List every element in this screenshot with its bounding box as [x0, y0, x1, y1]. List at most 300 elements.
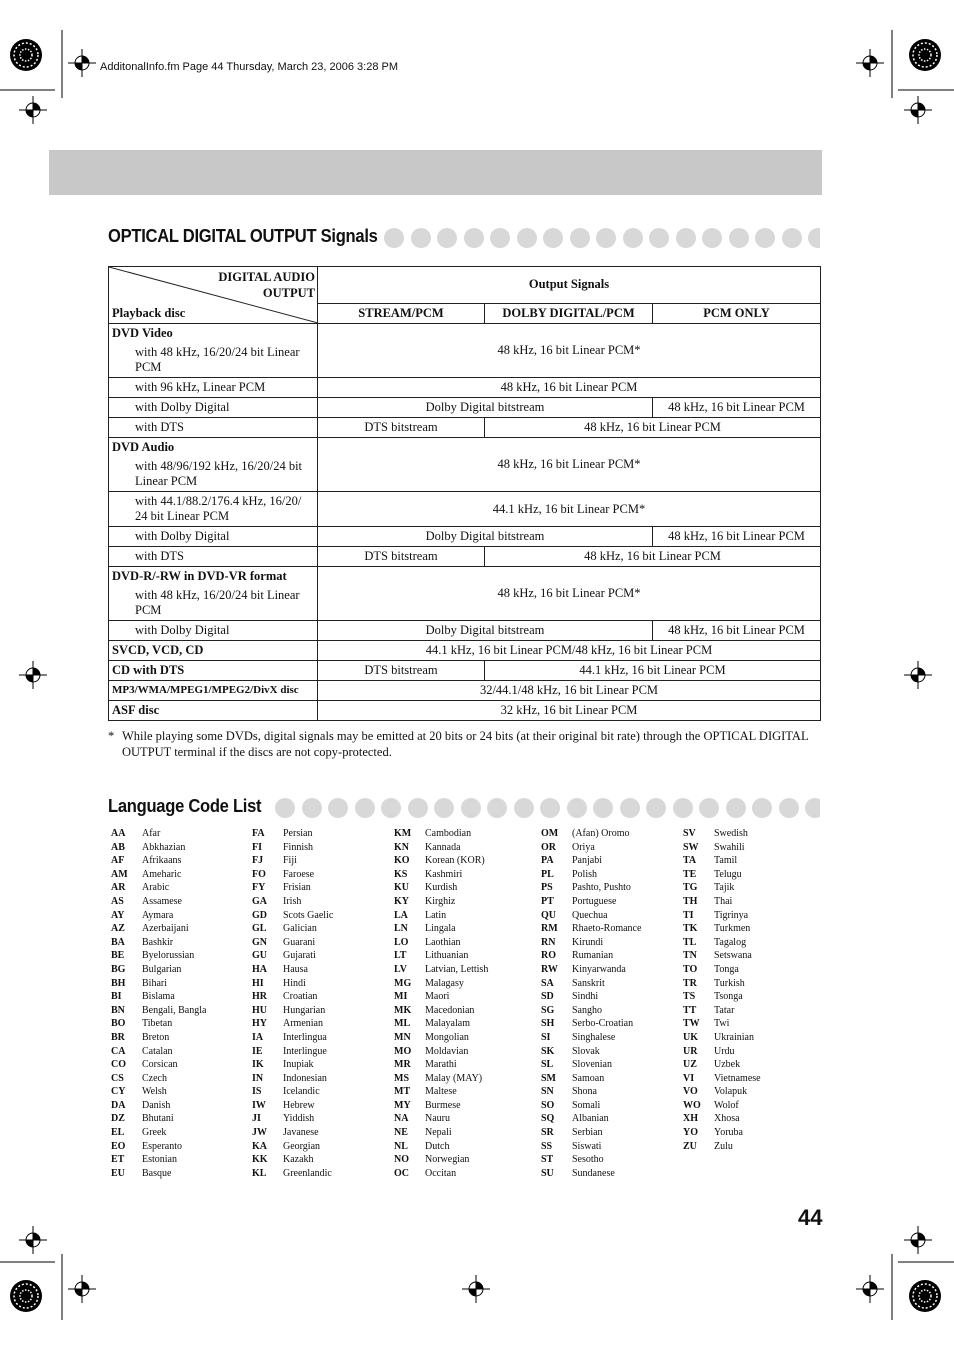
language-code: BH	[111, 977, 126, 989]
list-item	[252, 1153, 333, 1167]
table-cell: 48 kHz, 16 bit Linear PCM	[485, 418, 821, 438]
list-item	[111, 909, 206, 923]
language-name: Tonga	[714, 963, 739, 975]
list-item	[394, 909, 488, 923]
language-code: AA	[111, 828, 126, 839]
language-code: SD	[541, 991, 554, 1003]
language-name: Tajik	[714, 882, 735, 894]
language-code: KS	[394, 868, 408, 880]
language-name: Slovak	[572, 1045, 600, 1057]
table-row: 32 kHz, 16 bit Linear PCM	[318, 701, 821, 721]
language-code: JI	[252, 1113, 261, 1125]
language-code: SL	[541, 1059, 554, 1071]
language-name: Maori	[425, 991, 450, 1003]
language-code: KK	[252, 1154, 268, 1166]
language-name: Uzbek	[714, 1059, 741, 1071]
list-item	[541, 977, 641, 991]
table-row-label: with Dolby Digital	[109, 527, 318, 547]
language-name: Volapuk	[714, 1086, 748, 1098]
language-name: Frisian	[283, 882, 311, 894]
table-row: 48 kHz, 16 bit Linear PCM	[318, 378, 821, 398]
list-item	[541, 1017, 641, 1031]
language-name: Macedonian	[425, 1004, 475, 1016]
language-name: Byelorussian	[142, 950, 195, 962]
language-code: ZU	[683, 1140, 697, 1152]
list-item	[252, 922, 333, 936]
list-item	[541, 1004, 641, 1018]
list-item	[252, 881, 333, 895]
language-code: KO	[394, 855, 410, 867]
language-code: TI	[683, 909, 694, 921]
page-number: 44	[798, 1205, 823, 1230]
list-item	[252, 1112, 333, 1126]
language-code: PS	[541, 882, 553, 894]
language-name: Portuguese	[572, 895, 617, 907]
list-item	[111, 1126, 206, 1140]
language-name: Kannada	[425, 841, 461, 853]
language-code: TR	[683, 977, 697, 989]
language-column-5	[683, 827, 761, 1153]
language-name: Galician	[283, 923, 317, 935]
language-name: Czech	[142, 1072, 167, 1084]
language-name: Marathi	[425, 1059, 457, 1071]
list-item	[541, 1031, 641, 1045]
table-cell: 48 kHz, 16 bit Linear PCM	[653, 398, 821, 418]
language-code: EL	[111, 1127, 125, 1139]
language-code: FI	[252, 841, 262, 853]
list-item	[541, 1140, 641, 1154]
language-name: Burmese	[425, 1099, 461, 1111]
list-item	[541, 949, 641, 963]
list-item	[111, 949, 206, 963]
language-name: Croatian	[283, 991, 318, 1003]
list-item	[252, 990, 333, 1004]
language-name: Singhalese	[572, 1031, 616, 1043]
language-code: SU	[541, 1167, 554, 1179]
language-name: Swedish	[714, 828, 748, 839]
list-item	[252, 1045, 333, 1059]
list-item	[683, 936, 761, 950]
language-name: Oriya	[572, 841, 595, 853]
list-item	[252, 1058, 333, 1072]
language-name: Turkish	[714, 977, 745, 989]
language-name: Zulu	[714, 1140, 733, 1152]
language-code: CA	[111, 1045, 126, 1057]
language-code: TH	[683, 895, 698, 907]
language-code: RO	[541, 950, 556, 962]
group-cd-dts: CD with DTS	[109, 661, 318, 681]
list-item	[541, 1072, 641, 1086]
language-name: Kazakh	[283, 1154, 314, 1166]
language-name: Somali	[572, 1099, 601, 1111]
table-row-label: with Dolby Digital	[109, 398, 318, 418]
language-code: SS	[541, 1140, 553, 1152]
col-dolby-digital-pcm: DOLBY DIGITAL/PCM	[485, 303, 653, 323]
list-item	[683, 909, 761, 923]
language-name: Fiji	[283, 855, 297, 867]
list-item	[252, 936, 333, 950]
language-code: UR	[683, 1045, 698, 1057]
list-item	[541, 922, 641, 936]
language-code: BE	[111, 950, 125, 962]
list-item	[541, 1085, 641, 1099]
language-code: LT	[394, 950, 407, 962]
language-code: SK	[541, 1045, 555, 1057]
list-item	[111, 922, 206, 936]
language-code: IA	[252, 1031, 264, 1043]
language-name: Kinyarwanda	[572, 963, 626, 975]
language-name: Hebrew	[283, 1099, 315, 1111]
language-code: EO	[111, 1140, 126, 1152]
list-item	[541, 1167, 641, 1181]
language-code: TG	[683, 882, 698, 894]
list-item	[683, 1126, 761, 1140]
language-code: NE	[394, 1127, 408, 1139]
list-item	[111, 1045, 206, 1059]
list-item	[252, 1140, 333, 1154]
language-code: IK	[252, 1059, 264, 1071]
language-code: SI	[541, 1031, 551, 1043]
language-column-1	[111, 827, 206, 1180]
language-column-2	[252, 827, 333, 1180]
language-name: Latin	[425, 909, 447, 921]
language-code: HU	[252, 1004, 267, 1016]
language-code: KM	[394, 828, 412, 839]
col-stream-pcm: STREAM/PCM	[318, 303, 485, 323]
list-item	[252, 841, 333, 855]
language-name: Slovenian	[572, 1059, 612, 1071]
list-item	[252, 909, 333, 923]
list-item	[394, 1017, 488, 1031]
language-code: BO	[111, 1018, 126, 1030]
group-asf: ASF disc	[109, 701, 318, 721]
list-item	[683, 1045, 761, 1059]
language-code: AB	[111, 841, 125, 853]
col-pcm-only: PCM ONLY	[653, 303, 821, 323]
list-item	[683, 1140, 761, 1154]
language-code: FA	[252, 828, 265, 839]
list-item	[394, 868, 488, 882]
language-code: MY	[394, 1099, 411, 1111]
language-code: TL	[683, 936, 697, 948]
language-code: LN	[394, 923, 408, 935]
language-name: Bengali, Bangla	[142, 1004, 207, 1016]
language-code: GL	[252, 923, 267, 935]
language-name: Shona	[572, 1086, 597, 1098]
list-item	[683, 854, 761, 868]
language-name: Albanian	[572, 1113, 609, 1125]
language-code: NA	[394, 1113, 409, 1125]
list-item	[394, 922, 488, 936]
language-name: Kirghiz	[425, 895, 456, 907]
list-item	[541, 895, 641, 909]
list-item	[111, 827, 206, 841]
language-name: Afrikaans	[142, 855, 182, 867]
language-code: TO	[683, 963, 698, 975]
list-item	[683, 868, 761, 882]
list-item	[683, 990, 761, 1004]
list-item	[252, 1004, 333, 1018]
table-cell: Dolby Digital bitstream	[318, 527, 653, 547]
table-row-label: with DTS	[109, 547, 318, 567]
table-cell: 48 kHz, 16 bit Linear PCM	[485, 547, 821, 567]
list-item	[111, 990, 206, 1004]
language-name: Greek	[142, 1127, 167, 1139]
language-name: Panjabi	[572, 855, 602, 867]
list-item	[541, 1045, 641, 1059]
list-item	[683, 881, 761, 895]
language-code: UK	[683, 1031, 698, 1043]
list-item	[541, 963, 641, 977]
list-item	[394, 1031, 488, 1045]
language-code: LA	[394, 909, 408, 921]
table-cell: 48 kHz, 16 bit Linear PCM	[653, 621, 821, 641]
language-code: SH	[541, 1018, 555, 1030]
language-name: Welsh	[142, 1086, 167, 1098]
language-code: IN	[252, 1072, 264, 1084]
language-name: Thai	[714, 895, 733, 907]
table-cell: 48 kHz, 16 bit Linear PCM	[653, 527, 821, 547]
list-item	[394, 1045, 488, 1059]
language-name: Korean (KOR)	[425, 855, 485, 867]
language-name: Bislama	[142, 991, 175, 1003]
language-name: Icelandic	[283, 1086, 320, 1098]
language-code: LO	[394, 936, 409, 948]
language-code: KN	[394, 841, 409, 853]
language-code: MR	[394, 1059, 411, 1071]
language-code: SV	[683, 828, 696, 839]
list-item	[541, 1112, 641, 1126]
table-cell: DTS bitstream	[318, 547, 485, 567]
language-name: Irish	[283, 895, 302, 907]
language-name: Sindhi	[572, 991, 599, 1003]
language-name: Gujarati	[283, 950, 316, 962]
language-name: Vietnamese	[714, 1072, 761, 1084]
list-item	[394, 977, 488, 991]
language-name: Turkmen	[714, 923, 751, 935]
list-item	[394, 963, 488, 977]
language-name: Malay (MAY)	[425, 1072, 483, 1084]
language-name: Quechua	[572, 909, 608, 921]
language-name: Finnish	[283, 841, 314, 853]
language-code: TA	[683, 855, 697, 867]
list-item	[252, 854, 333, 868]
group-svcd: SVCD, VCD, CD	[109, 641, 318, 661]
language-name: Yiddish	[283, 1113, 315, 1125]
list-item	[111, 1004, 206, 1018]
list-item	[394, 1153, 488, 1167]
list-item	[394, 1085, 488, 1099]
list-item	[683, 1058, 761, 1072]
list-item	[683, 1072, 761, 1086]
table-cell: DTS bitstream	[318, 661, 485, 681]
list-item	[111, 895, 206, 909]
list-item	[394, 1167, 488, 1181]
list-item	[252, 1017, 333, 1031]
language-name: Esperanto	[142, 1140, 182, 1152]
list-item	[111, 936, 206, 950]
language-code: UZ	[683, 1059, 697, 1071]
language-name: Guarani	[283, 936, 316, 948]
language-code: IS	[252, 1086, 262, 1098]
language-name: Bashkir	[142, 936, 174, 948]
list-item	[394, 949, 488, 963]
language-code: DZ	[111, 1113, 125, 1125]
table-row-label: with 48 kHz, 16/20/24 bit Linear PCM	[109, 586, 318, 621]
language-name: Interlingue	[283, 1045, 327, 1057]
list-item	[394, 1126, 488, 1140]
list-item	[683, 1004, 761, 1018]
language-name: Tamil	[714, 855, 738, 867]
language-code: MI	[394, 991, 408, 1003]
title-dot-leader	[384, 228, 820, 250]
language-code: AM	[111, 868, 128, 880]
language-code: PA	[541, 855, 554, 867]
list-item	[394, 1112, 488, 1126]
list-item	[541, 827, 641, 841]
list-item	[683, 1112, 761, 1126]
language-name: Bihari	[142, 977, 167, 989]
list-item	[394, 936, 488, 950]
language-code: GN	[252, 936, 267, 948]
list-item	[111, 1167, 206, 1181]
language-code: JW	[252, 1127, 267, 1139]
language-name: Twi	[714, 1018, 730, 1030]
language-code: GD	[252, 909, 267, 921]
language-code: EU	[111, 1167, 125, 1179]
language-code: XH	[683, 1113, 698, 1125]
language-name: Faroese	[283, 868, 315, 880]
language-code: TK	[683, 923, 698, 935]
language-name: Hungarian	[283, 1004, 326, 1016]
language-code: OM	[541, 828, 559, 839]
language-name: Javanese	[283, 1127, 319, 1139]
language-code: HY	[252, 1018, 267, 1030]
list-item	[111, 868, 206, 882]
optical-output-table	[108, 266, 821, 721]
language-code: MN	[394, 1031, 411, 1043]
language-name: (Afan) Oromo	[572, 828, 630, 839]
list-item	[683, 922, 761, 936]
list-item	[541, 990, 641, 1004]
language-code: TT	[683, 1004, 697, 1016]
language-code: KA	[252, 1140, 267, 1152]
list-item	[394, 881, 488, 895]
table-cell: DTS bitstream	[318, 418, 485, 438]
language-name: Tsonga	[714, 991, 743, 1003]
language-name: Basque	[142, 1167, 172, 1179]
language-name: Scots Gaelic	[283, 909, 334, 921]
title-dot-leader	[275, 798, 820, 820]
list-item	[541, 841, 641, 855]
list-item	[252, 1072, 333, 1086]
list-item	[252, 1085, 333, 1099]
language-code: AZ	[111, 923, 125, 935]
language-code: SO	[541, 1099, 555, 1111]
language-code: TE	[683, 868, 697, 880]
language-name: Urdu	[714, 1045, 735, 1057]
language-code: ST	[541, 1154, 554, 1166]
language-code: QU	[541, 909, 556, 921]
list-item	[252, 977, 333, 991]
language-name: Abkhazian	[142, 841, 186, 853]
list-item	[541, 854, 641, 868]
language-name: Rumanian	[572, 950, 614, 962]
language-code: BA	[111, 936, 125, 948]
language-name: Tigrinya	[714, 909, 749, 921]
language-name: Hindi	[283, 977, 306, 989]
language-name: Lithuanian	[425, 950, 469, 962]
language-name: Tatar	[714, 1004, 735, 1016]
language-code: MK	[394, 1004, 412, 1016]
list-item	[683, 977, 761, 991]
language-code: SQ	[541, 1113, 555, 1125]
language-code: MG	[394, 977, 412, 989]
language-name: Tagalog	[714, 936, 747, 948]
list-item	[252, 1167, 333, 1181]
group-dvd-video: DVD Video	[109, 324, 318, 344]
language-code: MO	[394, 1045, 412, 1057]
language-code: PT	[541, 895, 554, 907]
language-name: Latvian, Lettish	[425, 963, 489, 975]
language-name: Serbo-Croatian	[572, 1018, 634, 1030]
language-name: Estonian	[142, 1154, 177, 1166]
language-name: Tibetan	[142, 1018, 173, 1030]
language-name: Georgian	[283, 1140, 321, 1152]
list-item	[252, 1126, 333, 1140]
language-code: WO	[683, 1099, 701, 1111]
table-row: 48 kHz, 16 bit Linear PCM*	[318, 438, 821, 492]
footnote	[108, 728, 820, 760]
language-name: Dutch	[425, 1140, 450, 1152]
language-name: Swahili	[714, 841, 745, 853]
list-item	[541, 868, 641, 882]
language-name: Interlingua	[283, 1031, 327, 1043]
list-item	[252, 963, 333, 977]
language-name: Aymara	[142, 909, 174, 921]
table-row: 48 kHz, 16 bit Linear PCM*	[318, 567, 821, 621]
language-name: Lingala	[425, 923, 456, 935]
language-code: YO	[683, 1127, 698, 1139]
table-row-label: with 44.1/88.2/176.4 kHz, 16/20/ 24 bit Linear PCM	[109, 492, 318, 527]
list-item	[111, 1017, 206, 1031]
language-name: Greenlandic	[283, 1167, 332, 1179]
language-name: Sesotho	[572, 1154, 604, 1166]
language-name: Samoan	[572, 1072, 605, 1084]
language-name: Ukrainian	[714, 1031, 754, 1043]
language-code: AY	[111, 909, 125, 921]
language-code: MS	[394, 1072, 409, 1084]
list-item	[394, 895, 488, 909]
language-name: Corsican	[142, 1059, 178, 1071]
language-code: BI	[111, 991, 122, 1003]
language-code: IE	[252, 1045, 263, 1057]
language-code: TS	[683, 991, 696, 1003]
list-item	[111, 841, 206, 855]
list-item	[683, 1017, 761, 1031]
table-row: 48 kHz, 16 bit Linear PCM*	[318, 324, 821, 378]
list-item	[252, 1031, 333, 1045]
language-code: OC	[394, 1167, 409, 1179]
language-name: Malayalam	[425, 1018, 470, 1030]
list-item	[683, 1031, 761, 1045]
language-code: RM	[541, 923, 558, 935]
language-code: RW	[541, 963, 558, 975]
language-code: KL	[252, 1167, 267, 1179]
language-name: Moldavian	[425, 1045, 469, 1057]
list-item	[111, 1153, 206, 1167]
language-name: Pashto, Pushto	[572, 882, 631, 894]
